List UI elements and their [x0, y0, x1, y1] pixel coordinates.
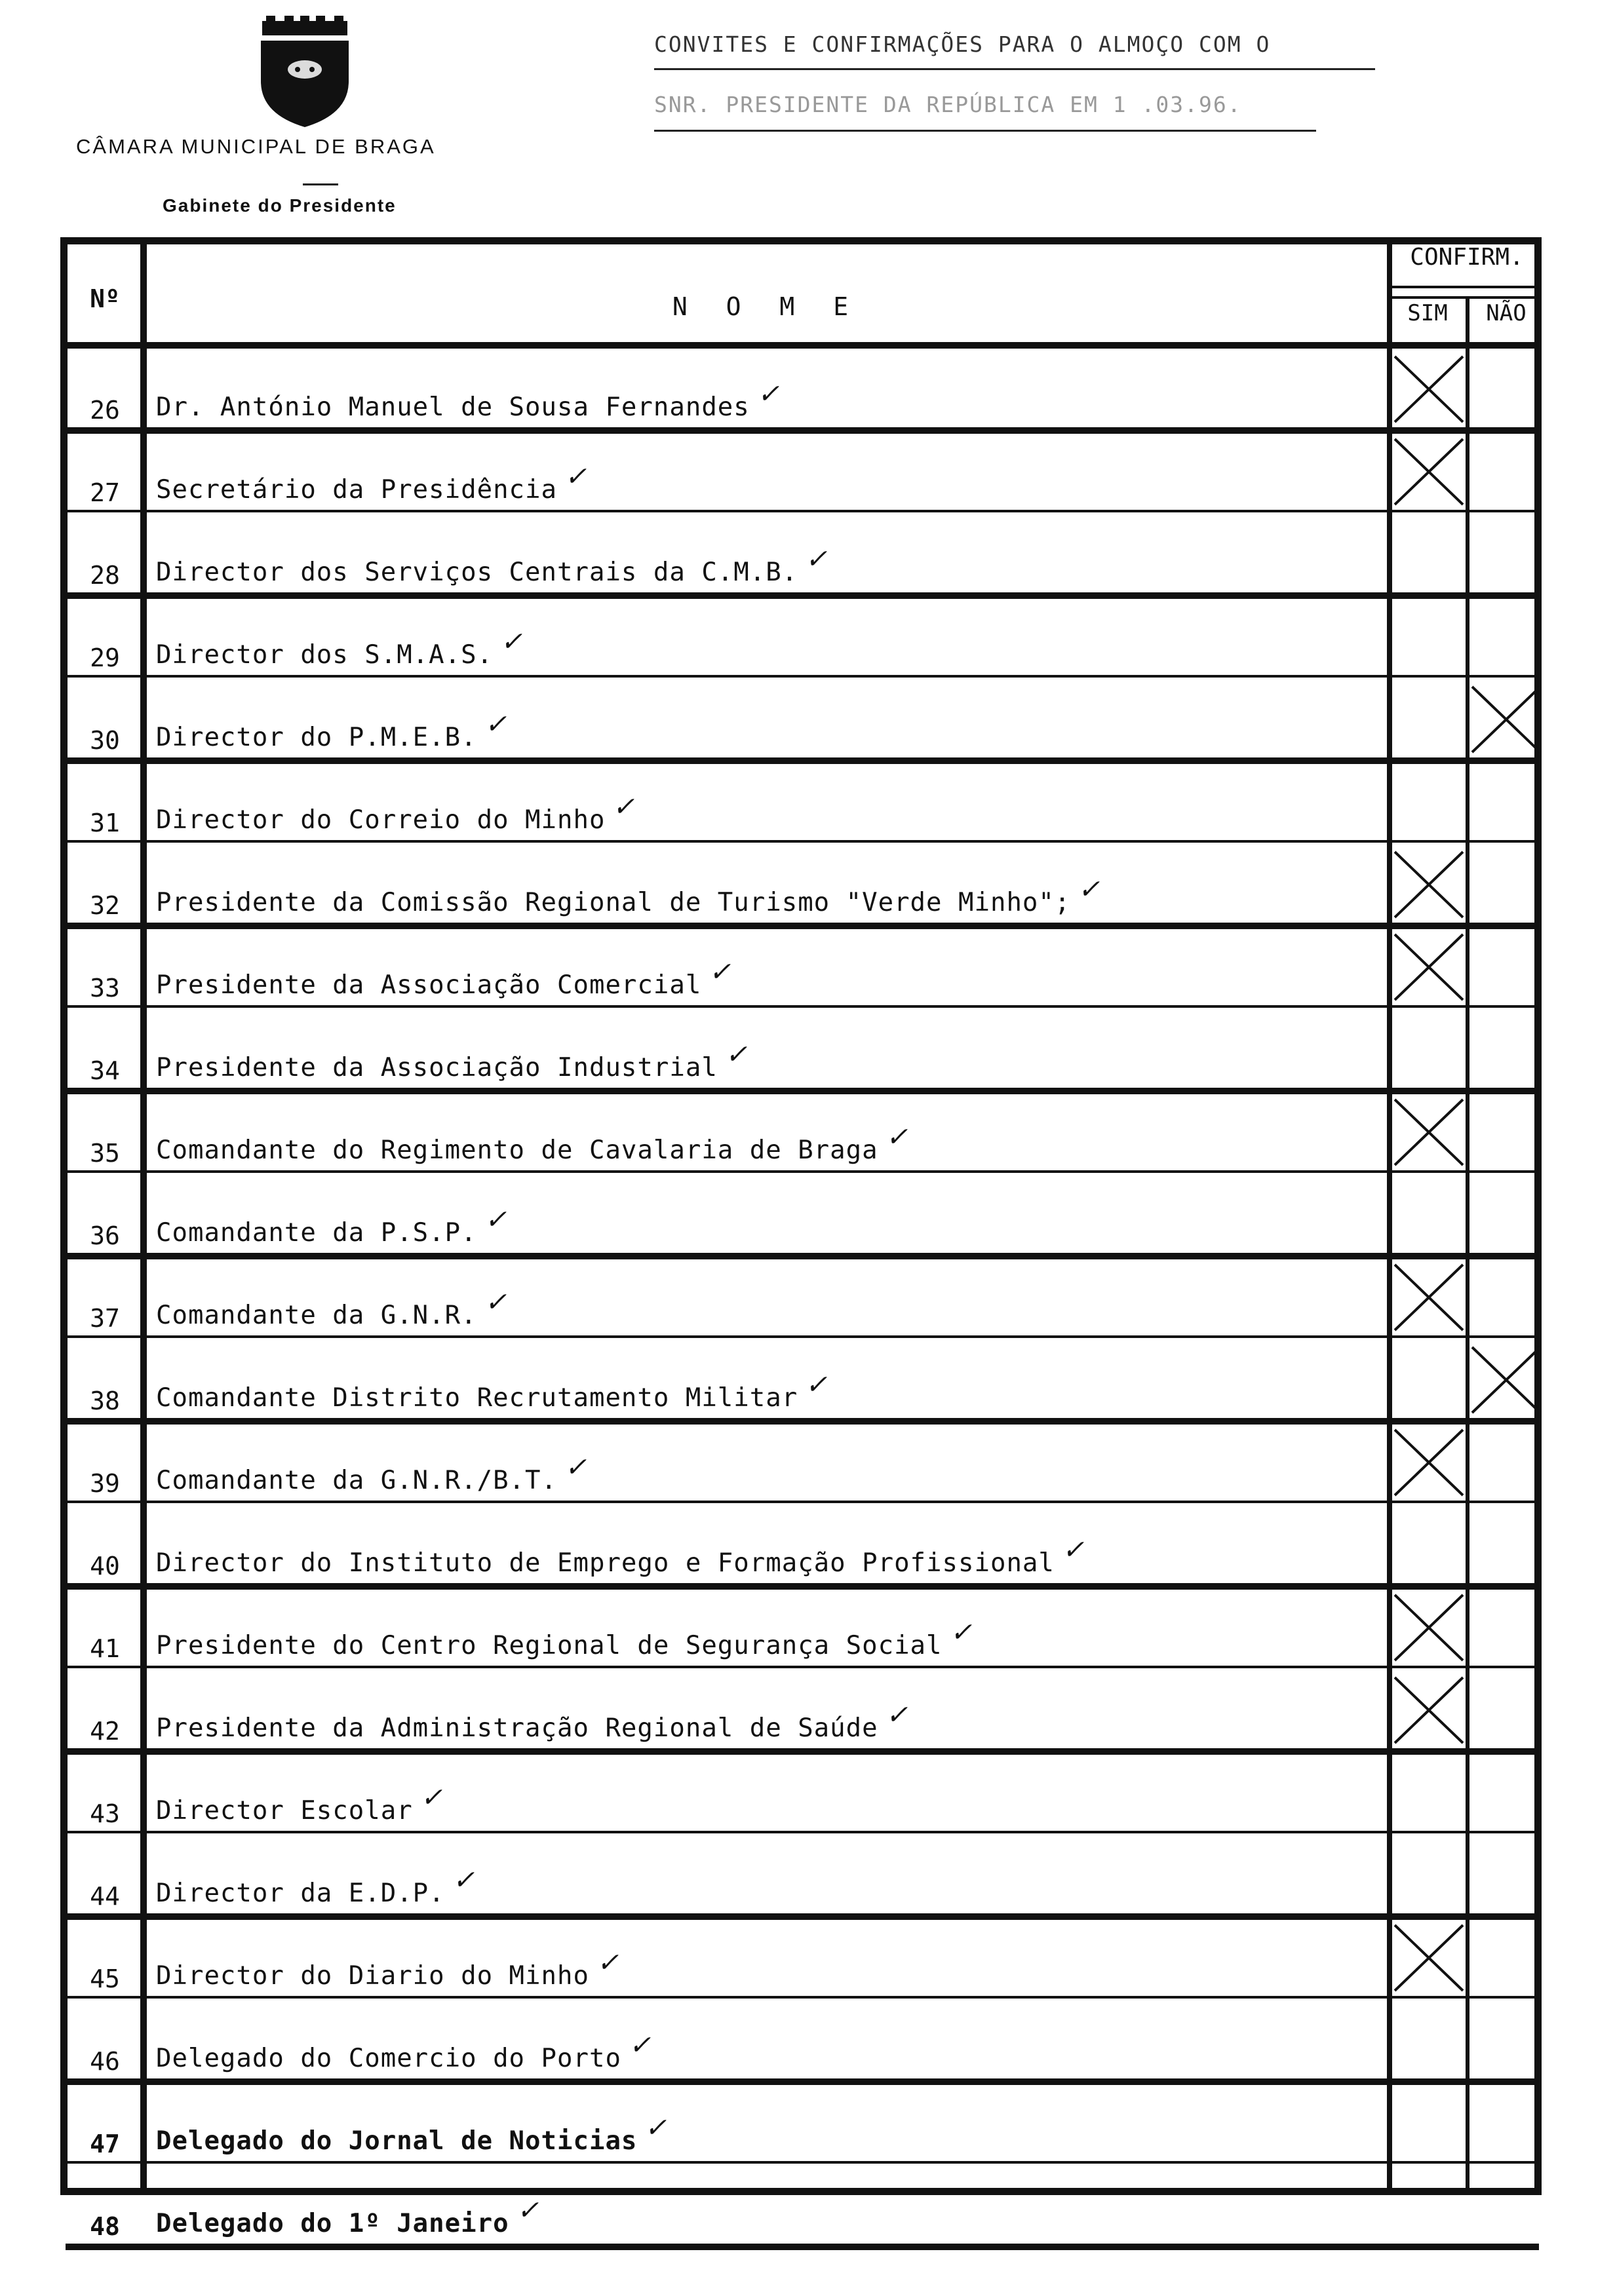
row-divider — [66, 1335, 1539, 1338]
checkmark-icon: ✓ — [710, 953, 729, 988]
checkmark-icon: ✓ — [807, 1366, 825, 1401]
confirmed-yes-mark-icon — [1392, 436, 1466, 507]
guest-name: Director da E.D.P. — [156, 1879, 445, 1908]
confirmed-yes-mark-icon — [1392, 932, 1466, 1003]
checkmark-icon: ✓ — [759, 375, 777, 410]
checkmark-icon: ✓ — [566, 1448, 585, 1483]
table-row — [66, 1174, 1539, 1253]
table-row — [66, 514, 1539, 592]
row-number: 41 — [90, 1634, 120, 1663]
row-number: 39 — [90, 1469, 120, 1498]
guest-name: Delegado do Comercio do Porto — [156, 2044, 621, 2073]
checkmark-icon: ✓ — [631, 2026, 649, 2061]
table-row — [66, 927, 1539, 1005]
row-divider — [66, 1170, 1539, 1173]
row-number: 32 — [90, 891, 120, 920]
table-row — [66, 2082, 1539, 2161]
confirmed-yes-mark-icon — [1392, 354, 1466, 425]
column-header-number: Nº — [90, 284, 120, 313]
table-row — [66, 2000, 1539, 2078]
checkmark-icon: ✓ — [887, 1118, 906, 1153]
row-number: 26 — [90, 396, 120, 425]
table-row — [66, 431, 1539, 510]
checkmark-icon: ✓ — [502, 622, 520, 658]
guest-name: Director do Instituto de Emprego e Formação Profissional — [156, 1548, 1055, 1578]
checkmark-icon: ✓ — [614, 788, 632, 823]
table-row — [66, 1422, 1539, 1501]
header-divider — [1387, 286, 1542, 288]
guest-name: Director dos S.M.A.S. — [156, 640, 494, 670]
row-number: 35 — [90, 1139, 120, 1168]
confirmed-yes-mark-icon — [1392, 1923, 1466, 1993]
table-row — [66, 1587, 1539, 1666]
guest-name: Comandante Distrito Recrutamento Militar — [156, 1383, 798, 1413]
row-number: 38 — [90, 1387, 120, 1415]
row-divider — [66, 2161, 1539, 2164]
column-header-yes: SIM — [1407, 300, 1448, 326]
table-row — [66, 1917, 1539, 1996]
row-number: 36 — [90, 1221, 120, 1250]
row-number: 27 — [90, 478, 120, 507]
table-row — [66, 596, 1539, 675]
checkmark-icon: ✓ — [486, 1200, 505, 1236]
table-row — [66, 1670, 1539, 1748]
table-row — [66, 1092, 1539, 1170]
guest-name: Presidente da Associação Industrial — [156, 1053, 718, 1082]
table-row — [66, 1009, 1539, 1088]
guest-name: Presidente do Centro Regional de Segurança Social — [156, 1631, 943, 1660]
row-number: 34 — [90, 1056, 120, 1085]
row-number: 42 — [90, 1717, 120, 1746]
table-row — [66, 1752, 1539, 1831]
guest-name: Presidente da Comissão Regional de Turismo "Verde Minho"; — [156, 888, 1071, 917]
checkmark-icon: ✓ — [807, 540, 825, 575]
checkmark-icon: ✓ — [887, 1696, 906, 1731]
checkmark-icon: ✓ — [422, 1778, 440, 1814]
guest-name: Presidente da Associação Comercial — [156, 970, 702, 1000]
guest-name: Director do Diario do Minho — [156, 1961, 589, 1991]
guest-name: Comandante do Regimento de Cavalaria de Braga — [156, 1136, 878, 1165]
guest-name: Comandante da G.N.R./B.T. — [156, 1466, 557, 1495]
guest-name: Delegado do Jornal de Noticias — [156, 2126, 638, 2156]
checkmark-icon: ✓ — [486, 1283, 505, 1318]
cabinet-name: Gabinete do Presidente — [163, 195, 397, 216]
confirmed-no-mark-icon — [1469, 1345, 1543, 1415]
checkmark-icon: ✓ — [598, 1943, 617, 1979]
row-number: 28 — [90, 561, 120, 590]
confirmed-yes-mark-icon — [1392, 1262, 1466, 1333]
guest-name: Director dos Serviços Centrais da C.M.B. — [156, 558, 798, 587]
row-divider — [66, 840, 1539, 843]
confirmed-yes-mark-icon — [1392, 1675, 1466, 1746]
confirmed-no-mark-icon — [1469, 684, 1543, 755]
guest-name: Dr. António Manuel de Sousa Fernandes — [156, 392, 750, 422]
confirmed-yes-mark-icon — [1392, 849, 1466, 920]
document-title-line-2: SNR. PRESIDENTE DA REPÚBLICA EM 1 .03.96. — [654, 92, 1242, 117]
guest-name: Director do Correio do Minho — [156, 805, 606, 835]
guest-name: Comandante da P.S.P. — [156, 1218, 477, 1248]
checkmark-icon: ✓ — [952, 1613, 970, 1649]
table-row — [66, 761, 1539, 840]
header-divider — [1387, 296, 1542, 299]
row-number: 29 — [90, 643, 120, 672]
row-divider — [66, 1501, 1539, 1503]
document-title-line-1: CONVITES E CONFIRMAÇÕES PARA O ALMOÇO COM O — [654, 31, 1271, 57]
guest-name: Comandante da G.N.R. — [156, 1301, 477, 1330]
guest-name: Delegado do 1º Janeiro — [156, 2209, 509, 2238]
row-divider — [66, 1666, 1539, 1668]
guest-name: Director Escolar — [156, 1796, 413, 1826]
row-number: 43 — [90, 1799, 120, 1828]
checkmark-icon: ✓ — [727, 1035, 745, 1071]
row-number: 44 — [90, 1882, 120, 1911]
row-divider — [66, 1005, 1539, 1008]
divider — [303, 183, 338, 185]
row-divider — [66, 1831, 1539, 1833]
row-divider — [66, 510, 1539, 512]
row-number: 37 — [90, 1304, 120, 1333]
row-number: 33 — [90, 974, 120, 1003]
table-row — [66, 844, 1539, 923]
title-underline-1 — [654, 68, 1375, 70]
table-row — [66, 679, 1539, 757]
row-divider — [66, 1996, 1539, 1999]
checkmark-icon: ✓ — [518, 2191, 537, 2227]
row-number: 45 — [90, 1964, 120, 1993]
row-divider — [66, 2244, 1539, 2250]
checkmark-icon: ✓ — [1064, 1531, 1082, 1566]
row-number: 47 — [90, 2130, 120, 2158]
guest-name: Director do P.M.E.B. — [156, 723, 477, 752]
column-header-name: N O M E — [672, 292, 861, 321]
header-bottom-rule — [66, 342, 1539, 349]
confirmed-yes-mark-icon — [1392, 1427, 1466, 1498]
confirmed-yes-mark-icon — [1392, 1592, 1466, 1663]
checkmark-icon: ✓ — [454, 1861, 473, 1896]
guest-name: Secretário da Presidência — [156, 475, 557, 505]
braga-crest-icon — [257, 16, 353, 128]
checkmark-icon: ✓ — [646, 2109, 665, 2144]
row-number: 48 — [90, 2212, 120, 2241]
checkmark-icon: ✓ — [486, 705, 505, 740]
table-row — [66, 1257, 1539, 1335]
row-number: 46 — [90, 2047, 120, 2076]
column-header-no: NÃO — [1486, 300, 1527, 326]
table-row — [66, 2165, 1539, 2244]
confirmed-yes-mark-icon — [1392, 1097, 1466, 1168]
row-number: 40 — [90, 1552, 120, 1580]
row-divider — [66, 675, 1539, 678]
guest-name: Presidente da Administração Regional de Saúde — [156, 1713, 878, 1743]
table-row — [66, 1835, 1539, 1913]
checkmark-icon: ✓ — [1080, 870, 1098, 906]
checkmark-icon: ✓ — [566, 457, 585, 493]
table-row — [66, 349, 1539, 427]
title-underline-2 — [654, 130, 1316, 132]
column-header-confirm: CONFIRM. — [1410, 244, 1524, 271]
institution-name: CÂMARA MUNICIPAL DE BRAGA — [76, 135, 436, 158]
table-row — [66, 1504, 1539, 1583]
row-number: 30 — [90, 726, 120, 755]
table-row — [66, 1339, 1539, 1418]
row-number: 31 — [90, 809, 120, 837]
